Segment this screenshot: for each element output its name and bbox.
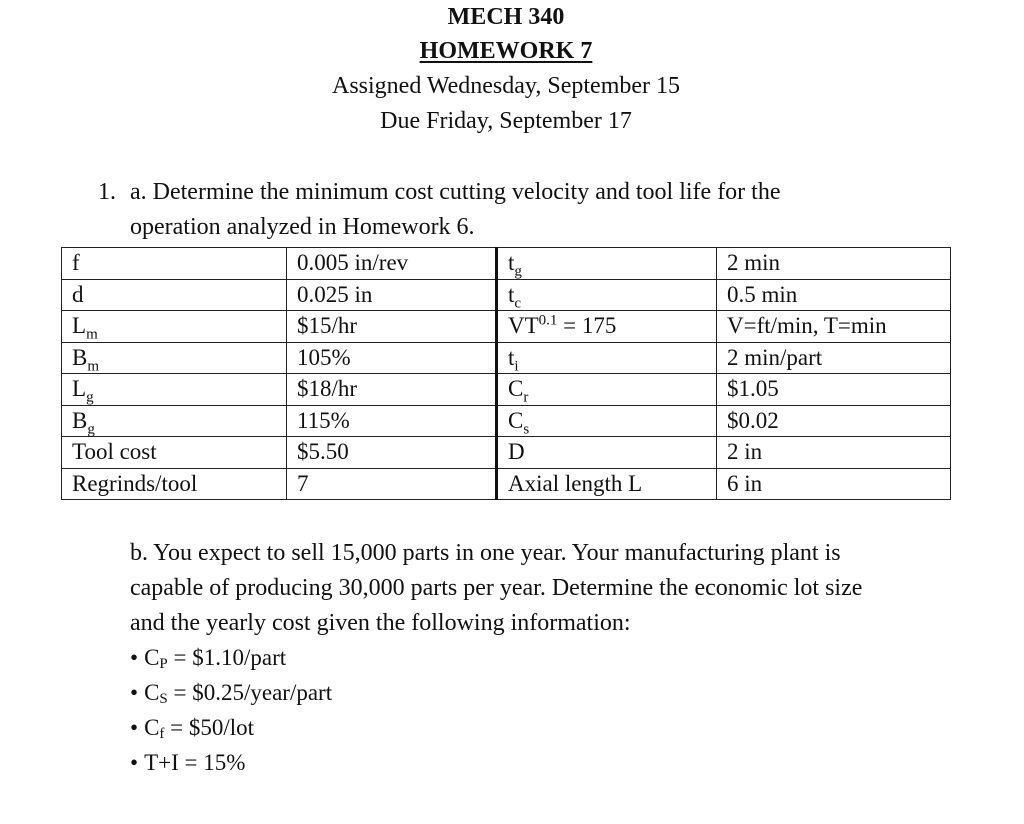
param-symbol: $L_m$ [62,311,287,343]
part-a-text-line-1: a. Determine the minimum cost cutting velocity and tool life for the [130,179,781,205]
assigned-date: Assigned Wednesday, September 15 [332,73,680,99]
param-value: 0.005 in/rev [287,248,497,280]
part-a-text-line-2: operation analyzed in Homework 6. [130,214,475,240]
bullet-mark: • [130,715,139,740]
param-value: 115% [287,405,497,437]
part-b-text-line-2: capable of producing 30,000 parts per year. Determine the economic lot size [130,575,863,601]
param-value: $0.02 [717,405,951,437]
table-row [62,279,951,311]
param-symbol: f [62,248,287,280]
param-symbol: $C_s$ [497,405,717,437]
bullet-item: • Cf = $50/lot [130,715,255,742]
due-date: Due Friday, September 17 [380,108,632,134]
homework-title-text: HOMEWORK 7 [419,38,593,64]
table-row [62,374,951,406]
param-value: 105% [287,342,497,374]
param-symbol: $L_g$ [62,374,287,406]
bullet-item: • T+I = 15% [130,750,246,775]
param-symbol: Axial length L [497,468,717,500]
table-row [62,342,951,374]
param-symbol: $B_g$ [62,405,287,437]
param-value: $15/hr [287,311,497,343]
param-value: 0.025 in [287,279,497,311]
bullet-mark: • [130,680,139,705]
bullet-item: • CS = $0.25/year/part [130,680,333,707]
param-value: V=ft/min, T=min [717,311,951,343]
param-value: 7 [287,468,497,500]
part-b-text-line-3: and the yearly cost given the following information: [130,610,631,636]
param-symbol: Tool cost [62,437,287,469]
param-symbol: Regrinds/tool [62,468,287,500]
table-row [62,437,951,469]
param-symbol: $B_m$ [62,342,287,374]
param-symbol: $t_i$ [497,342,717,374]
param-value: 0.5 min [717,279,951,311]
param-symbol: d [62,279,287,311]
question-number: 1. [98,179,116,205]
homework-title [0,38,1012,65]
param-symbol: $t_c$ [497,279,717,311]
param-value: 6 in [717,468,951,500]
parameter-table [61,247,951,500]
param-value: 2 min [717,248,951,280]
table-row [62,311,951,343]
param-value: $5.50 [287,437,497,469]
param-symbol: D [497,437,717,469]
table-row [62,248,951,280]
param-value: $18/hr [287,374,497,406]
bullet-item: • CP = $1.10/part [130,645,287,672]
param-symbol: $C_r$ [497,374,717,406]
param-symbol: $VT^{0.1} = 175$ [497,311,717,343]
bullet-mark: • [130,750,139,775]
part-b-text-line-1: b. You expect to sell 15,000 parts in one year. Your manufacturing plant is [130,540,841,566]
course-title: MECH 340 [447,4,565,30]
param-value: 2 in [717,437,951,469]
param-value: $1.05 [717,374,951,406]
table-row [62,405,951,437]
table-row [62,468,951,500]
bullet-mark: • [130,645,139,670]
param-value: 2 min/part [717,342,951,374]
param-symbol: $t_g$ [497,248,717,280]
